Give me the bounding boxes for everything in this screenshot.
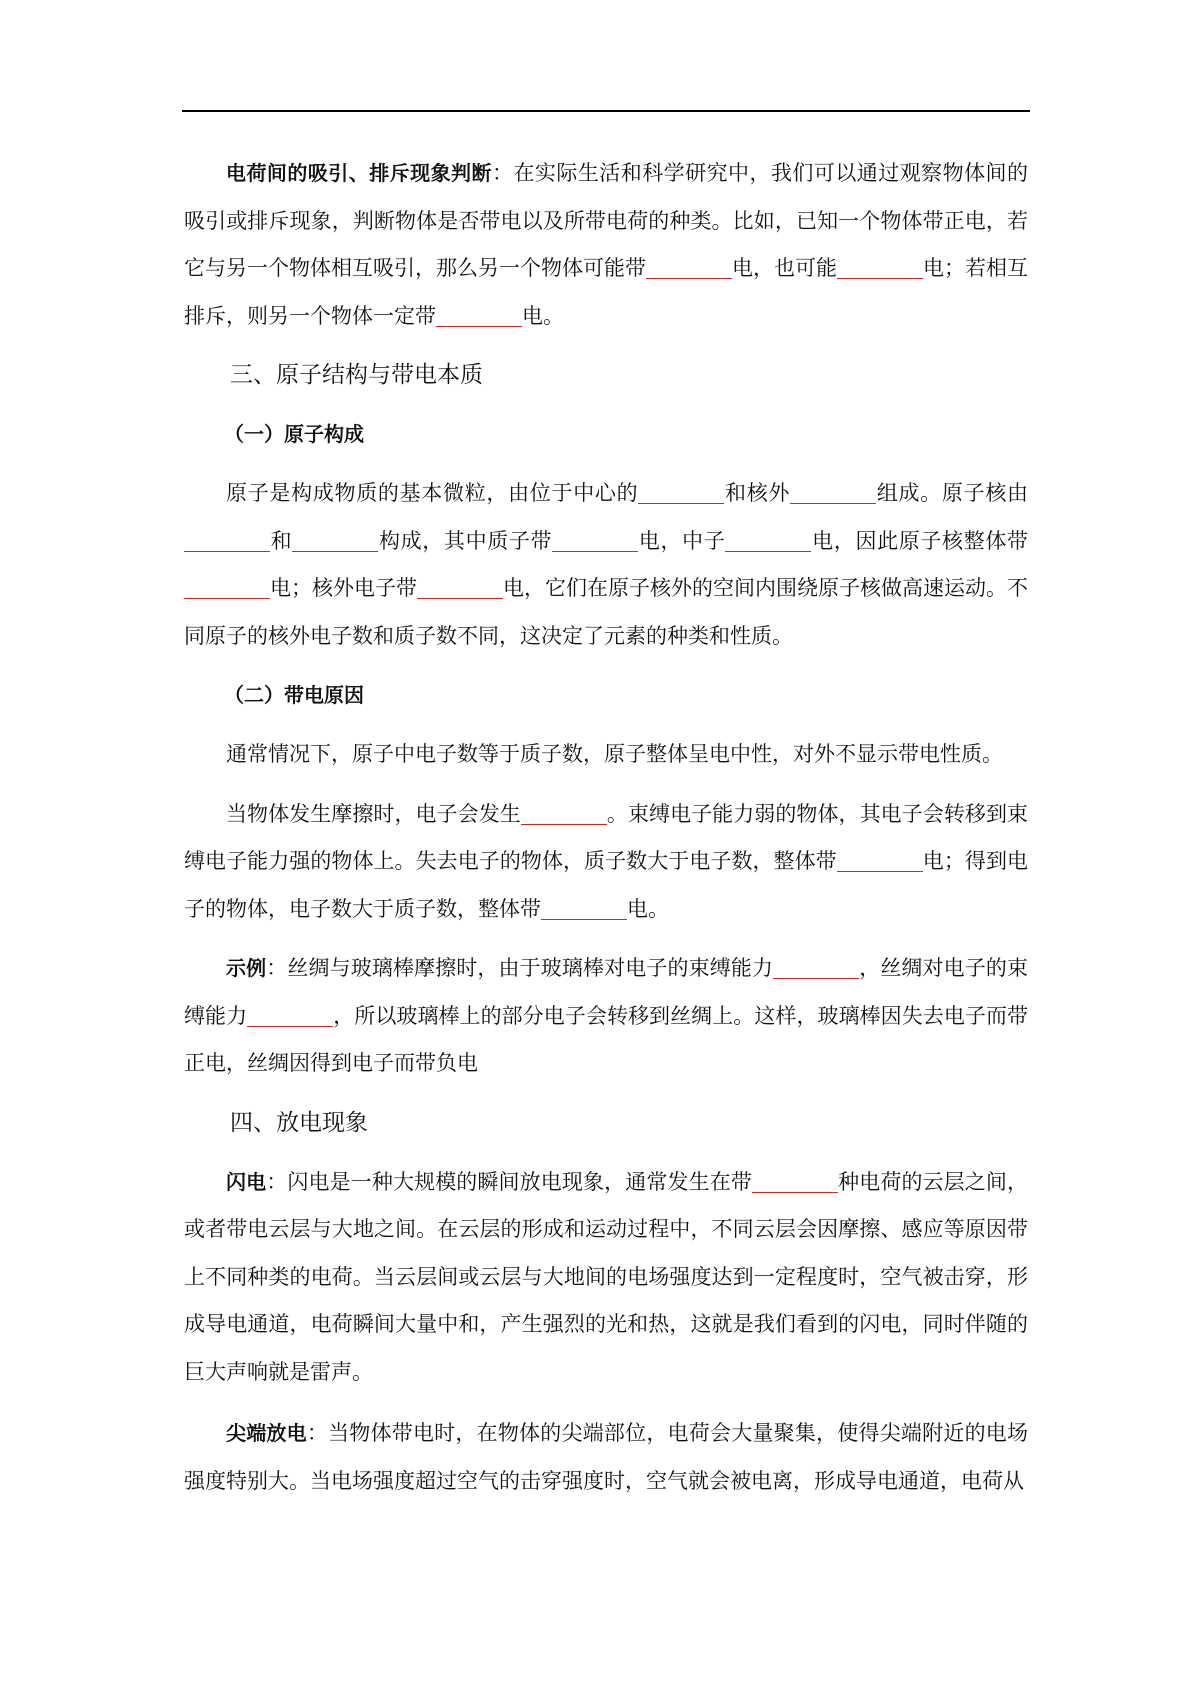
section-heading-atomic-structure: 三、原子结构与带电本质 (230, 362, 483, 388)
answer-blank[interactable] (752, 1170, 838, 1193)
lead-term: 示例 (226, 956, 267, 980)
paragraph-neutral-atom: 通常情况下，原子中电子数等于质子数，原子整体呈电中性，对外不显示带电性质。 (226, 742, 1003, 766)
lead-term: 尖端放电 (226, 1421, 307, 1445)
answer-blank[interactable] (790, 481, 876, 504)
answer-blank[interactable] (292, 529, 378, 552)
answer-blank[interactable] (184, 529, 270, 552)
answer-blank[interactable] (638, 481, 724, 504)
paragraph-lightning: 闪电：闪电是一种大规模的瞬间放电现象，通常发生在带 种电荷的云层之间，或者带电云层与大地之间。在云层的形成和运动过程中，不同云层会因摩擦、感应等原因带上不同种类的电荷。当云层间或云层与大地间的电场强度达到一定程度时，空气被击穿，形成导电通道，电荷瞬间大量中和，产生强烈的光和热，这就是我们看到的闪电，同时伴随的巨大声响就是雷声。 (184, 1169, 1029, 1384)
answer-blank[interactable] (837, 256, 923, 279)
document-page (184, 150, 1028, 1505)
answer-blank[interactable] (247, 1004, 333, 1027)
header-rule (182, 110, 1030, 112)
paragraph-friction-transfer: 当物体发生摩擦时，电子会发生 。束缚电子能力弱的物体，其电子会转移到束缚电子能力强的物体上。失去电子的物体，质子数大于电子数，整体带 电；得到电子的物体，电子数大于质子数，整体带 电。 (184, 801, 1029, 921)
paragraph-point-discharge: 尖端放电：当物体带电时，在物体的尖端部位，电荷会大量聚集，使得尖端附近的电场强度特别大。当电场强度超过空气的击穿强度时，空气就会被电离，形成导电通道，电荷从 (184, 1421, 1029, 1493)
answer-blank[interactable] (417, 576, 503, 599)
answer-blank[interactable] (552, 529, 638, 552)
answer-blank[interactable] (646, 256, 732, 279)
answer-blank[interactable] (184, 576, 270, 599)
answer-blank[interactable] (521, 802, 607, 825)
paragraph-atom-composition: 原子是构成物质的基本微粒，由位于中心的 和核外 组成。原子核由和 构成，其中质子带 电，中子 电，因此原子核整体带电；核外电子带 电，它们在原子核外的空间内围绕原子核做高速运动。不同原子的核外电子数和质子数不同，这决定了元素的种类和性质。 (184, 481, 1029, 648)
answer-blank[interactable] (837, 849, 923, 872)
lead-term: 闪电 (226, 1169, 267, 1194)
paragraph-example: 示例：丝绸与玻璃棒摩擦时，由于玻璃棒对电子的束缚能力 ，丝绸对电子的束缚能力 ，所以玻璃棒上的部分电子会转移到丝绸上。这样，玻璃棒因失去电子而带正电，丝绸因得到电子而带负电 (184, 956, 1029, 1075)
paragraph-charge-interaction: 电荷间的吸引、排斥现象判断：在实际生活和科学研究中，我们可以通过观察物体间的吸引或排斥现象，判断物体是否带电以及所带电荷的种类。比如，已知一个物体带正电，若它与另一个物体相互吸引，那么另一个物体可能带 电，也可能 电；若相互排斥，则另一个物体一定带 电。 (184, 161, 1029, 328)
answer-blank[interactable] (773, 956, 859, 979)
answer-blank[interactable] (541, 897, 627, 920)
subheading-atom-composition: （一）原子构成 (224, 422, 364, 446)
section-heading-discharge: 四、放电现象 (230, 1109, 368, 1136)
answer-blank[interactable] (436, 304, 522, 327)
answer-blank[interactable] (725, 529, 811, 552)
subheading-charging-cause: （二）带电原因 (224, 683, 364, 707)
lead-term: 电荷间的吸引、排斥现象判断 (226, 161, 492, 185)
